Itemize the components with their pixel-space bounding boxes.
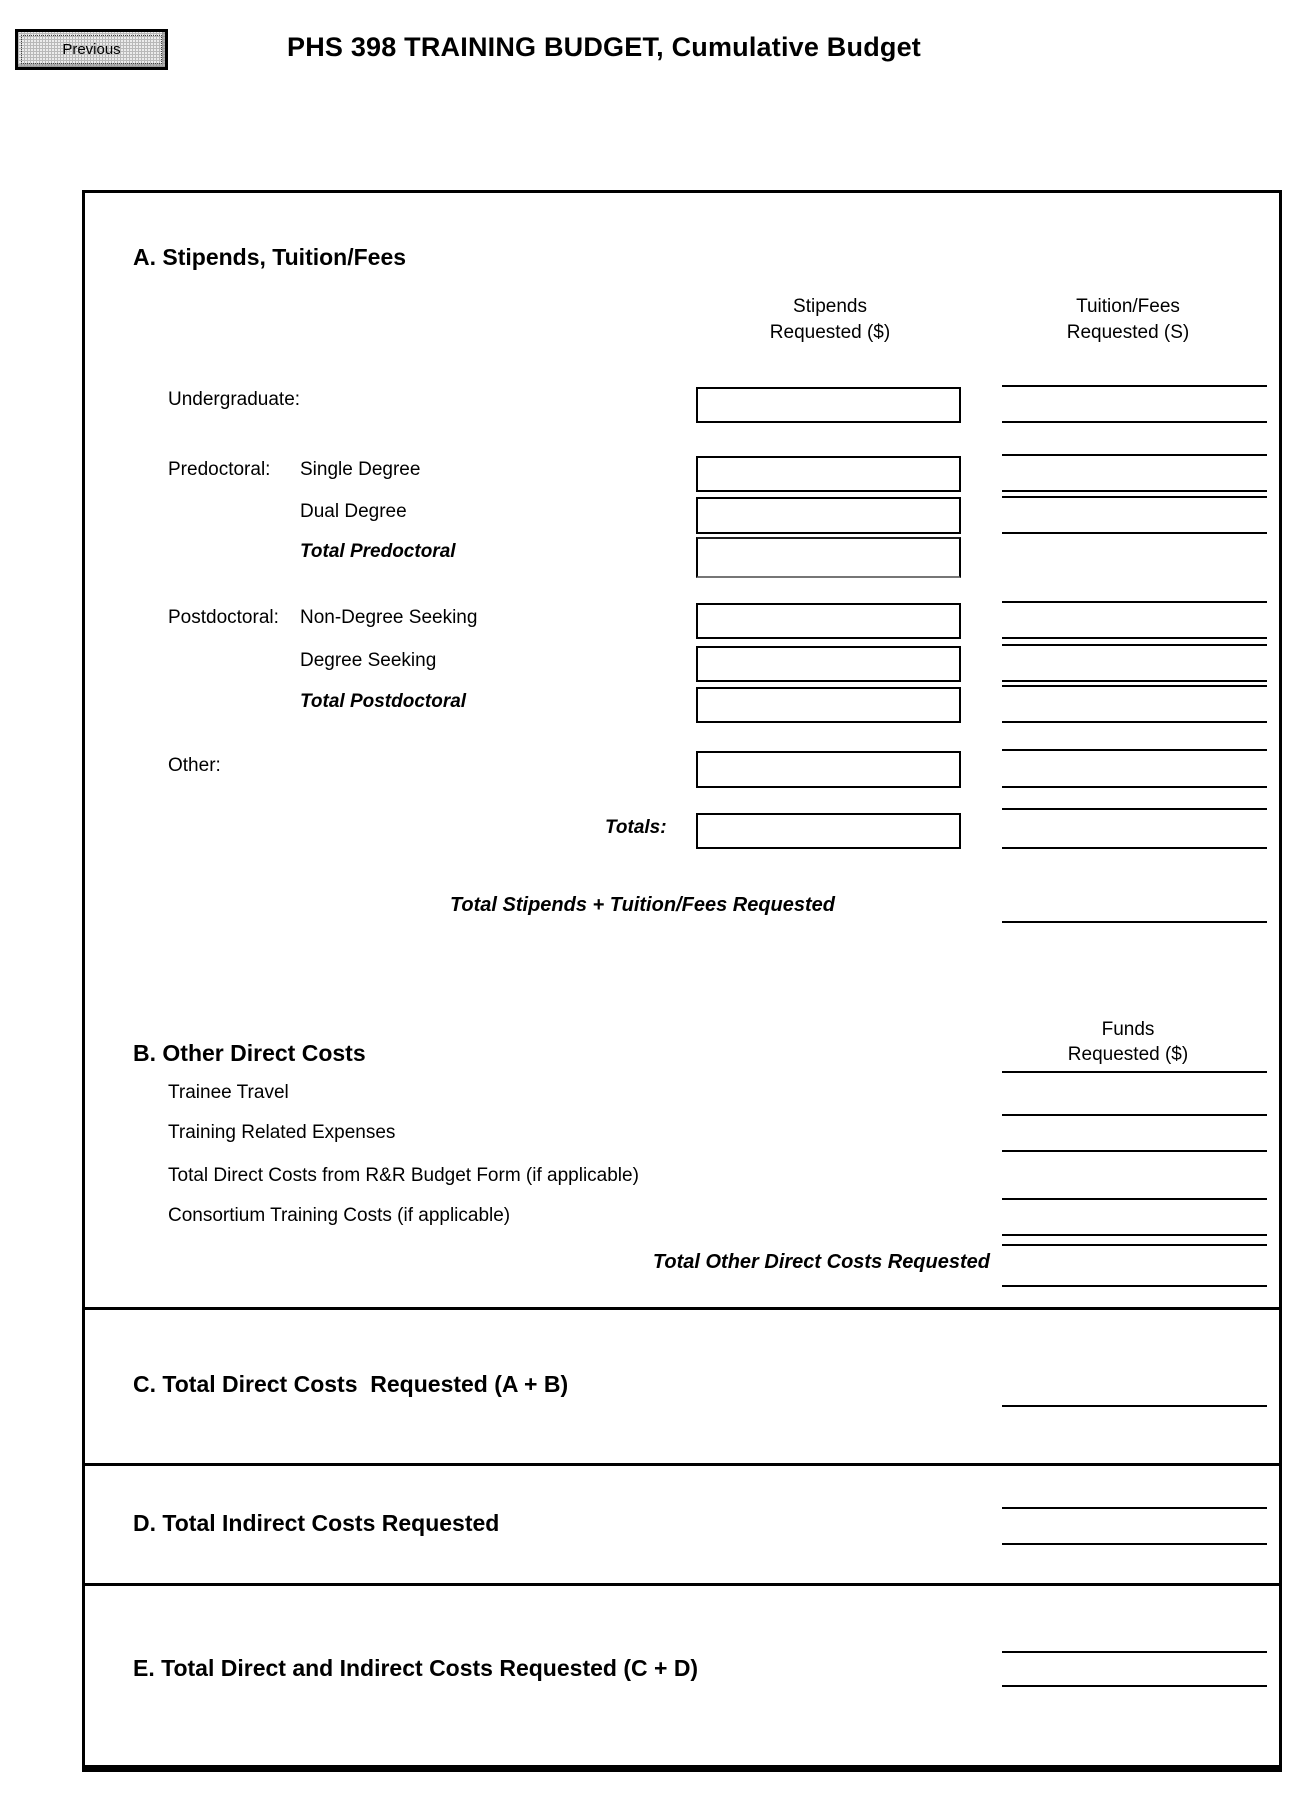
- label-training-related-expenses: Training Related Expenses: [168, 1122, 396, 1143]
- total-stipends-tuition-label: Total Stipends + Tuition/Fees Requested: [449, 894, 835, 916]
- label-single-degree: Single Degree: [300, 459, 421, 480]
- stipends-input-degree-seeking[interactable]: [696, 646, 961, 682]
- stipends-column-header-line2: Requested ($): [769, 322, 891, 343]
- total-direct-costs-input[interactable]: [1002, 1377, 1267, 1407]
- funds-column-header-line2: Requested ($): [1067, 1044, 1189, 1065]
- page-title: PHS 398 TRAINING BUDGET, Cumulative Budget: [287, 32, 921, 62]
- label-trainee-travel: Trainee Travel: [168, 1082, 289, 1103]
- section-divider-cd: [85, 1463, 1279, 1466]
- section-divider-bc: [85, 1307, 1279, 1310]
- label-undergraduate: Undergraduate:: [168, 389, 301, 410]
- total-stipends-tuition-input[interactable]: [1002, 893, 1267, 923]
- tuition-input-degree-seeking[interactable]: [1002, 644, 1267, 682]
- section-e-heading: E. Total Direct and Indirect Costs Requested (C + D): [133, 1655, 699, 1681]
- label-other: Other:: [168, 755, 221, 776]
- stipends-input-single-degree[interactable]: [696, 456, 961, 492]
- section-b-heading: B. Other Direct Costs: [133, 1040, 366, 1066]
- tuition-input-dual-degree[interactable]: [1002, 496, 1267, 534]
- section-c-heading: C. Total Direct Costs Requested (A + B): [133, 1371, 569, 1397]
- tuition-input-other[interactable]: [1002, 749, 1267, 788]
- section-d-heading: D. Total Indirect Costs Requested: [133, 1510, 500, 1536]
- label-total-direct-rr: Total Direct Costs from R&R Budget Form (if applicable): [168, 1165, 639, 1186]
- label-consortium: Consortium Training Costs (if applicable): [168, 1205, 511, 1226]
- tuition-input-single-degree[interactable]: [1002, 454, 1267, 492]
- funds-column-header-line1: Funds: [1101, 1019, 1155, 1040]
- tuition-column-header-line2: Requested (S): [1066, 322, 1190, 343]
- stipends-input-total-predoctoral[interactable]: [696, 537, 961, 578]
- label-dual-degree: Dual Degree: [300, 501, 407, 522]
- funds-input-consortium[interactable]: [1002, 1206, 1267, 1236]
- stipends-input-non-degree-seeking[interactable]: [696, 603, 961, 639]
- funds-input-trainee-travel[interactable]: [1002, 1086, 1267, 1116]
- previous-button[interactable]: [15, 29, 168, 70]
- label-postdoctoral: Postdoctoral:: [168, 607, 279, 628]
- tuition-input-undergraduate[interactable]: [1002, 385, 1267, 423]
- total-indirect-costs-input[interactable]: [1002, 1507, 1267, 1545]
- tuition-input-non-degree-seeking[interactable]: [1002, 601, 1267, 639]
- tuition-column-header-line1: Tuition/Fees: [1076, 296, 1180, 317]
- stipends-input-totals[interactable]: [696, 813, 961, 849]
- label-non-degree-seeking: Non-Degree Seeking: [300, 607, 478, 628]
- funds-input-total-direct-rr[interactable]: [1002, 1170, 1267, 1200]
- stipends-input-undergraduate[interactable]: [696, 387, 961, 423]
- stipends-input-dual-degree[interactable]: [696, 497, 961, 534]
- label-total-postdoctoral: Total Postdoctoral: [300, 691, 467, 712]
- section-divider-de: [85, 1583, 1279, 1586]
- stipends-input-other[interactable]: [696, 751, 961, 788]
- stipends-input-total-postdoctoral[interactable]: [696, 687, 961, 723]
- tuition-input-total-postdoctoral[interactable]: [1002, 685, 1267, 723]
- stipends-column-header-line1: Stipends: [793, 296, 867, 317]
- funds-input-total-other-direct[interactable]: [1002, 1244, 1267, 1287]
- label-totals: Totals:: [605, 817, 667, 838]
- funds-input-training-related-expenses[interactable]: [1002, 1122, 1267, 1152]
- label-predoctoral: Predoctoral:: [168, 459, 271, 480]
- section-a-heading: A. Stipends, Tuition/Fees: [133, 244, 407, 270]
- label-degree-seeking: Degree Seeking: [300, 650, 437, 671]
- funds-input-header-line[interactable]: [1002, 1043, 1267, 1073]
- tuition-input-totals[interactable]: [1002, 808, 1267, 849]
- total-other-direct-costs-label: Total Other Direct Costs Requested: [652, 1251, 990, 1273]
- label-total-predoctoral: Total Predoctoral: [300, 541, 456, 562]
- total-direct-indirect-costs-input[interactable]: [1002, 1651, 1267, 1687]
- previous-button-label: Previous: [62, 41, 121, 58]
